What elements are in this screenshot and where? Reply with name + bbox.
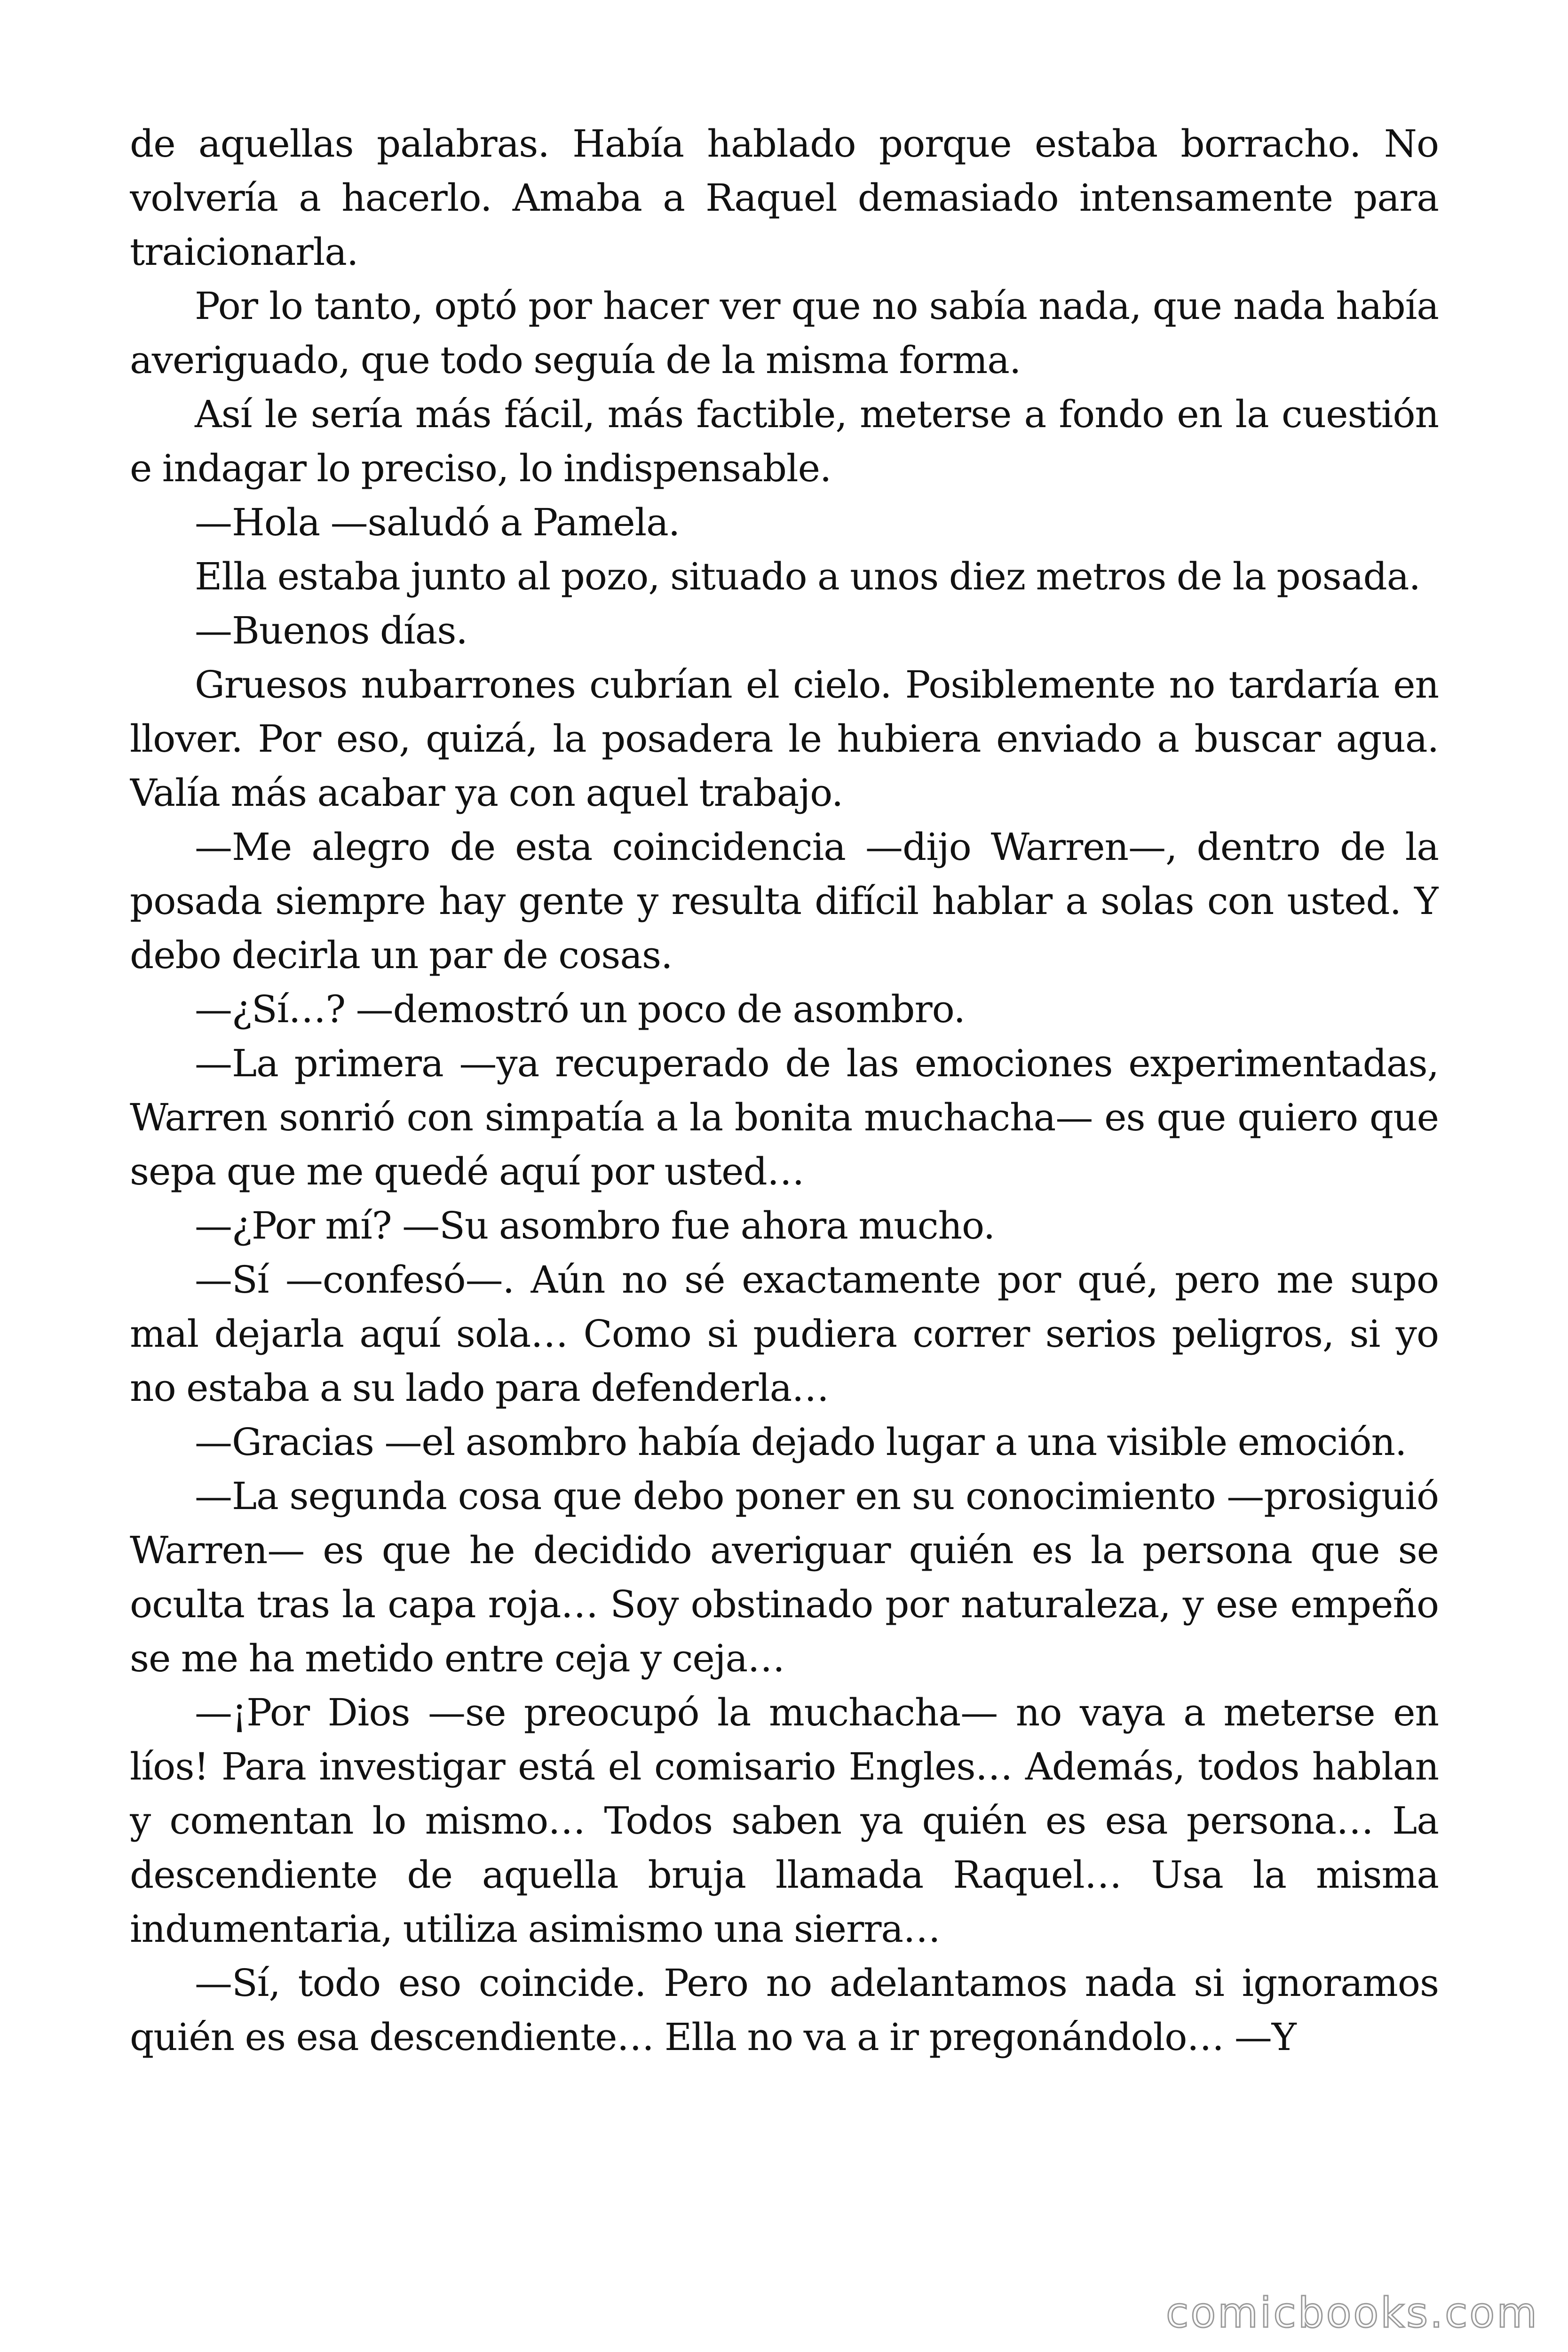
paragraph: de aquellas palabras. Había hablado porque estaba borracho. No volvería a hacerlo. Amaba a Raquel demasiado intensamente para traicionarla. <box>130 122 1439 274</box>
paragraph: —Buenos días. <box>195 609 467 652</box>
paragraph: Ella estaba junto al pozo, situado a unos diez metros de la posada. <box>195 555 1420 598</box>
paragraph: —¿Por mí? —Su asombro fue ahora mucho. <box>195 1204 995 1248</box>
paragraph: —Me alegro de esta coincidencia —dijo Warren—, dentro de la posada siempre hay gente y resulta difícil hablar a solas con usted. Y debo decirla un par de cosas. <box>130 825 1439 977</box>
paragraph: Así le sería más fácil, más factible, meterse a fondo en la cuestión e indagar lo preciso, lo indispensable. <box>130 392 1439 490</box>
paragraph: Por lo tanto, optó por hacer ver que no sabía nada, que nada había averiguado, que todo seguía de la misma forma. <box>130 284 1439 382</box>
paragraph: —La primera —ya recuperado de las emociones experimentadas, Warren sonrió con simpatía a la bonita muchacha— es que quiero que sepa que me quedé aquí por usted… <box>130 1041 1439 1193</box>
paragraph: —¿Sí…? —demostró un poco de asombro. <box>195 987 965 1031</box>
paragraph: Gruesos nubarrones cubrían el cielo. Posiblemente no tardaría en llover. Por eso, quizá, la posadera le hubiera enviado a buscar agua. Valía más acabar ya con aquel trabajo. <box>130 663 1439 815</box>
paragraph: —Sí, todo eso coincide. Pero no adelantamos nada si ignoramos quién es esa descendiente… Ella no va a ir pregonándolo… —Y <box>130 1961 1439 2059</box>
page-text-block <box>130 117 1439 2243</box>
watermark-logo: comicbooks.com <box>1165 2288 1539 2337</box>
paragraph: —Hola —saludó a Pamela. <box>195 501 680 544</box>
paragraph: —La segunda cosa que debo poner en su conocimiento —prosiguió Warren— es que he decidido averiguar quién es la persona que se oculta tras la capa roja… Soy obstinado por naturaleza, y ese empeño se me ha metido entre ceja y ceja… <box>130 1474 1439 1680</box>
paragraph: —¡Por Dios —se preocupó la muchacha— no vaya a meterse en líos! Para investigar está el comisario Engles… Además, todos hablan y comentan lo mismo… Todos saben ya quién es esa persona… La descendiente de aquella bruja llamada Raquel… Usa la misma indumentaria, utiliza asimismo una sierra… <box>130 1691 1439 1951</box>
paragraph: —Gracias —el asombro había dejado lugar a una visible emoción. <box>195 1420 1407 1464</box>
paragraph: —Sí —confesó—. Aún no sé exactamente por qué, pero me supo mal dejarla aquí sola… Como si pudiera correr serios peligros, si yo no estaba a su lado para defenderla… <box>130 1258 1439 1410</box>
